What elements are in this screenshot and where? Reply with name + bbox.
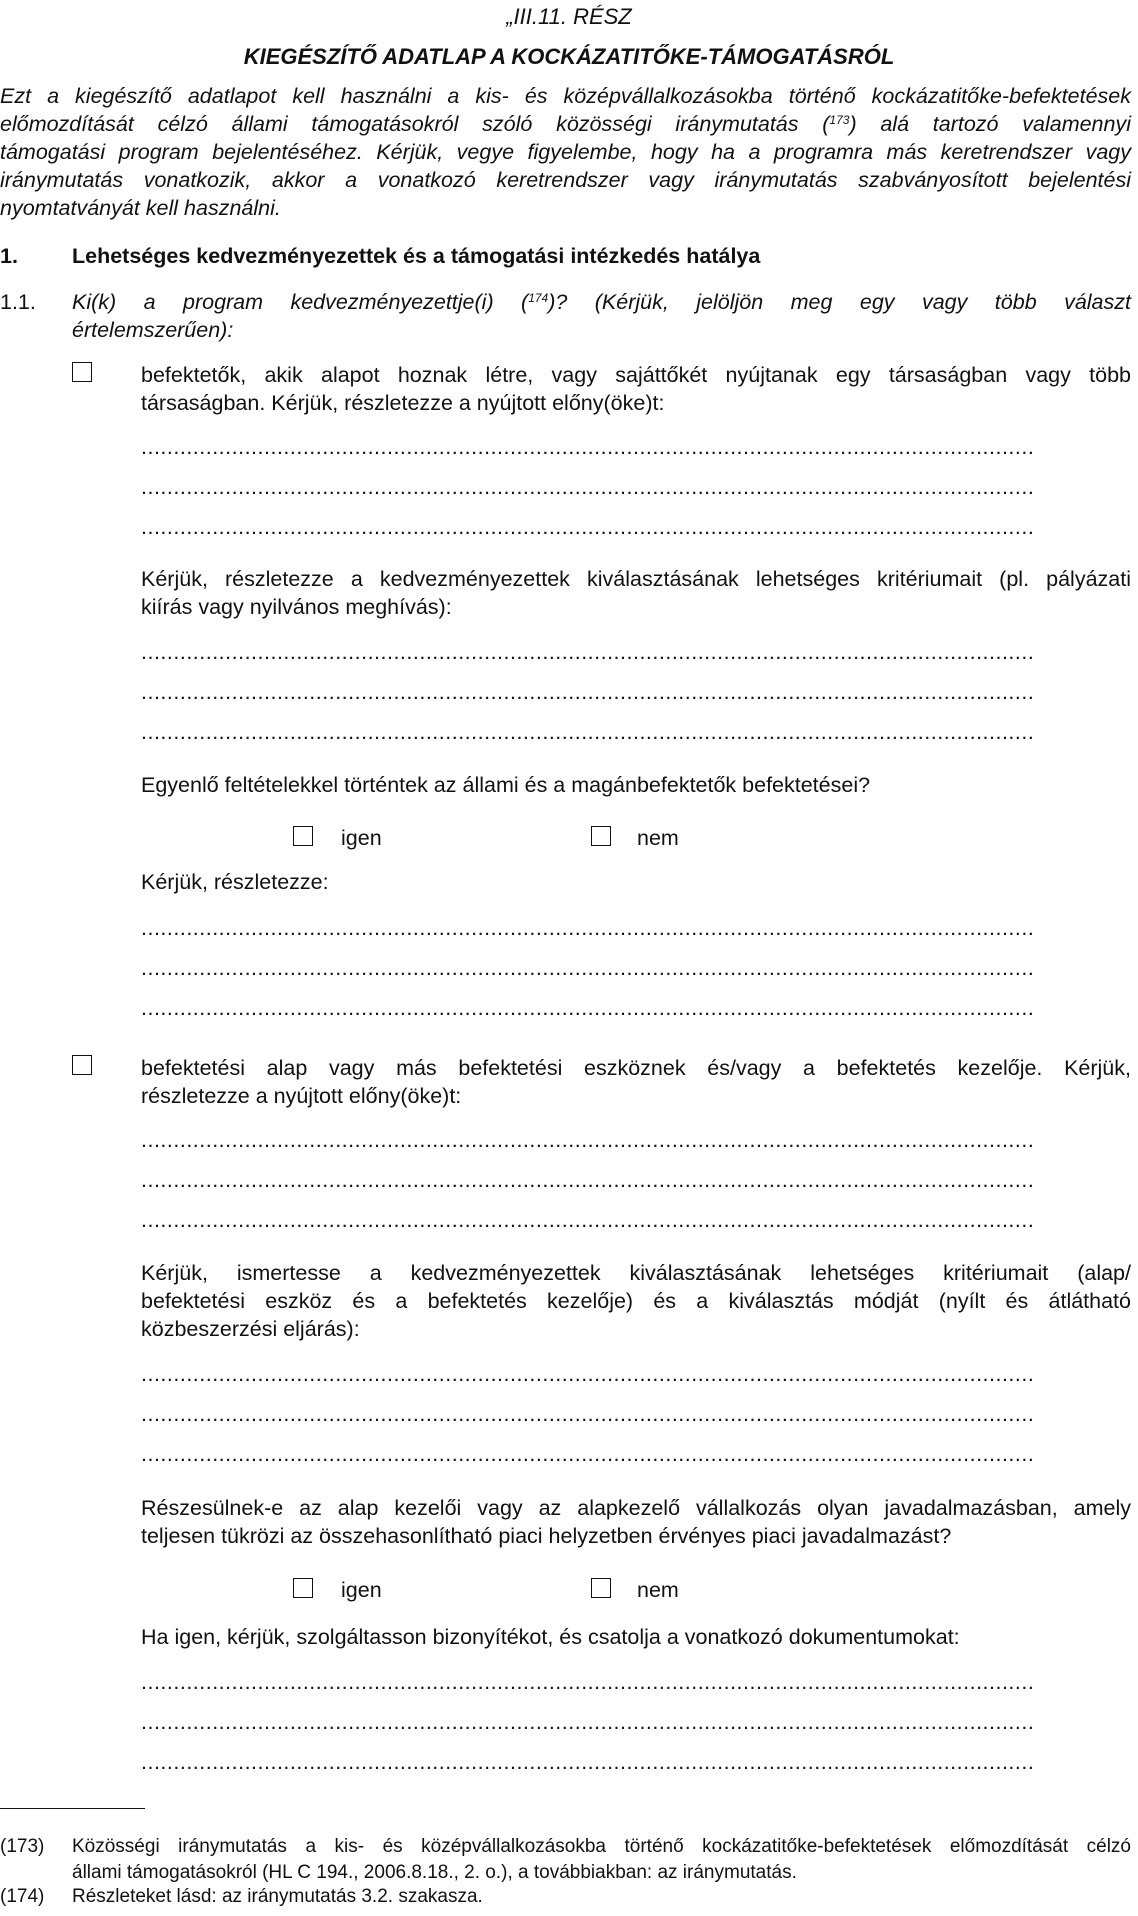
equal-terms-yes-checkbox[interactable] [293,826,313,846]
answer-line[interactable]: .......................................................................................................................................... [141,515,1035,539]
footnote-173-line-1: Közösségi iránymutatás a kis- és középvállalkozásokba történő kockázatitőke-befektetések előmozdítását célzó [72,1836,1131,1857]
intro-line-1: Ezt a kiegészítő adatlapot kell használni a kis- és középvállalkozásokba történő kockázatitőke-befektetések [0,84,1131,108]
equal-terms-detail-prompt: Kérjük, részletezze: [141,870,329,894]
equal-terms-no-label: nem [637,826,679,850]
answer-line[interactable]: .......................................................................................................................................... [141,1670,1035,1694]
remuneration-question-line-1: Részesülnek-e az alap kezelői vagy az alapkezelő vállalkozás olyan javadalmazásban, amely [141,1496,1131,1520]
answer-line[interactable]: .......................................................................................................................................... [141,1208,1035,1232]
intro-line-5: nyomtatványát kell használni. [0,196,281,220]
fund-criteria-line-2: befektetési eszköz és a befektetés kezelője) és a kiválasztás módját (nyílt és átlátható [141,1289,1131,1313]
page-title: KIEGÉSZÍTŐ ADATLAP A KOCKÁZATITŐKE-TÁMOGATÁSRÓL [243,44,895,69]
intro-line-2: előmozdítását célzó állami támogatásokról szóló közösségi iránymutatás ($^{173}$) alá tartozó valamennyi [0,112,1132,136]
answer-line[interactable]: .......................................................................................................................................... [141,916,1035,940]
answer-line[interactable]: .......................................................................................................................................... [141,1168,1035,1192]
investors-criteria-line-2: kiírás vagy nyilvános meghívás): [141,595,452,619]
question-1-1-line-2: értelemszerűen): [72,318,234,342]
question-1-1-number: 1.1. [0,290,36,314]
remuneration-no-label: nem [637,1578,679,1602]
remuneration-yes-checkbox[interactable] [293,1578,313,1598]
part-label: „III.11. RÉSZ [506,4,632,29]
option-investors-line-2: társaságban. Kérjük, részletezze a nyújtott előny(öke)t: [141,391,665,415]
footnote-ref-173[interactable]: 173 [829,113,850,127]
remuneration-yes-label: igen [341,1578,382,1602]
answer-line[interactable]: .......................................................................................................................................... [141,1362,1035,1386]
equal-terms-question: Egyenlő feltételekkel történtek az állami és a magánbefektetők befektetései? [141,773,871,797]
option-investors-checkbox[interactable] [72,362,92,382]
answer-line[interactable]: .......................................................................................................................................... [141,1442,1035,1466]
footnote-174-mark: (174) [0,1886,45,1907]
option-investors-line-1: befektetők, akik alapot hoznak létre, vagy sajáttőkét nyújtanak egy társaságban vagy több [141,363,1131,387]
option-fund-manager-line-2: részletezze a nyújtott előny(öke)t: [141,1084,462,1108]
answer-line[interactable]: .......................................................................................................................................... [141,1128,1035,1152]
answer-line[interactable]: .......................................................................................................................................... [141,1710,1035,1734]
option-fund-manager-line-1: befektetési alap vagy más befektetési eszköznek és/vagy a befektetés kezelője. Kérjük, [141,1056,1131,1080]
footnote-separator [0,1808,145,1809]
fund-criteria-line-1: Kérjük, ismertesse a kedvezményezettek kiválasztásának lehetséges kritériumait (alap/ [141,1261,1131,1285]
answer-line[interactable]: .......................................................................................................................................... [141,435,1035,459]
answer-line[interactable]: .......................................................................................................................................... [141,996,1035,1020]
intro-line-4: iránymutatás vonatkozik, akkor a vonatkozó keretrendszer vagy iránymutatás szabványosított bejelentési [0,168,1131,192]
investors-criteria-line-1: Kérjük, részletezze a kedvezményezettek kiválasztásának lehetséges kritériumait (pl. pályázati [141,567,1131,591]
answer-line[interactable]: .......................................................................................................................................... [141,475,1035,499]
intro-line-3: támogatási program bejelentéséhez. Kérjük, vegye figyelembe, hogy ha a programra más keretrendszer vagy [0,140,1131,164]
equal-terms-yes-label: igen [341,826,382,850]
fund-criteria-line-3: közbeszerzési eljárás): [141,1317,360,1341]
remuneration-no-checkbox[interactable] [591,1578,611,1598]
answer-line[interactable]: .......................................................................................................................................... [141,720,1035,744]
equal-terms-no-checkbox[interactable] [591,826,611,846]
section-1-title: Lehetséges kedvezményezettek és a támogatási intézkedés hatálya [72,244,761,268]
section-1-number: 1. [0,244,18,268]
answer-line[interactable]: .......................................................................................................................................... [141,680,1035,704]
evidence-prompt: Ha igen, kérjük, szolgáltasson bizonyítékot, és csatolja a vonatkozó dokumentumokat: [141,1625,960,1649]
footnote-173-line-2: állami támogatásokról (HL C 194., 2006.8.18., 2. o.), a továbbiakban: az iránymutatás. [72,1862,797,1883]
option-fund-manager-checkbox[interactable] [72,1055,92,1075]
answer-line[interactable]: .......................................................................................................................................... [141,640,1035,664]
footnote-174-line-1: Részleteket lásd: az iránymutatás 3.2. szakasza. [72,1886,483,1907]
answer-line[interactable]: .......................................................................................................................................... [141,956,1035,980]
footnote-ref-174[interactable]: 174 [528,291,549,305]
answer-line[interactable]: .......................................................................................................................................... [141,1402,1035,1426]
remuneration-question-line-2: teljesen tükrözi az összehasonlítható piaci helyzetben érvényes piaci javadalmazást? [141,1524,952,1548]
answer-line[interactable]: .......................................................................................................................................... [141,1750,1035,1774]
question-1-1-line-1: Ki(k) a program kedvezményezettje(i) ($^{174}$)? (Kérjük, jelöljön meg egy vagy több választ [72,290,1131,314]
footnote-173-mark: (173) [0,1836,45,1857]
